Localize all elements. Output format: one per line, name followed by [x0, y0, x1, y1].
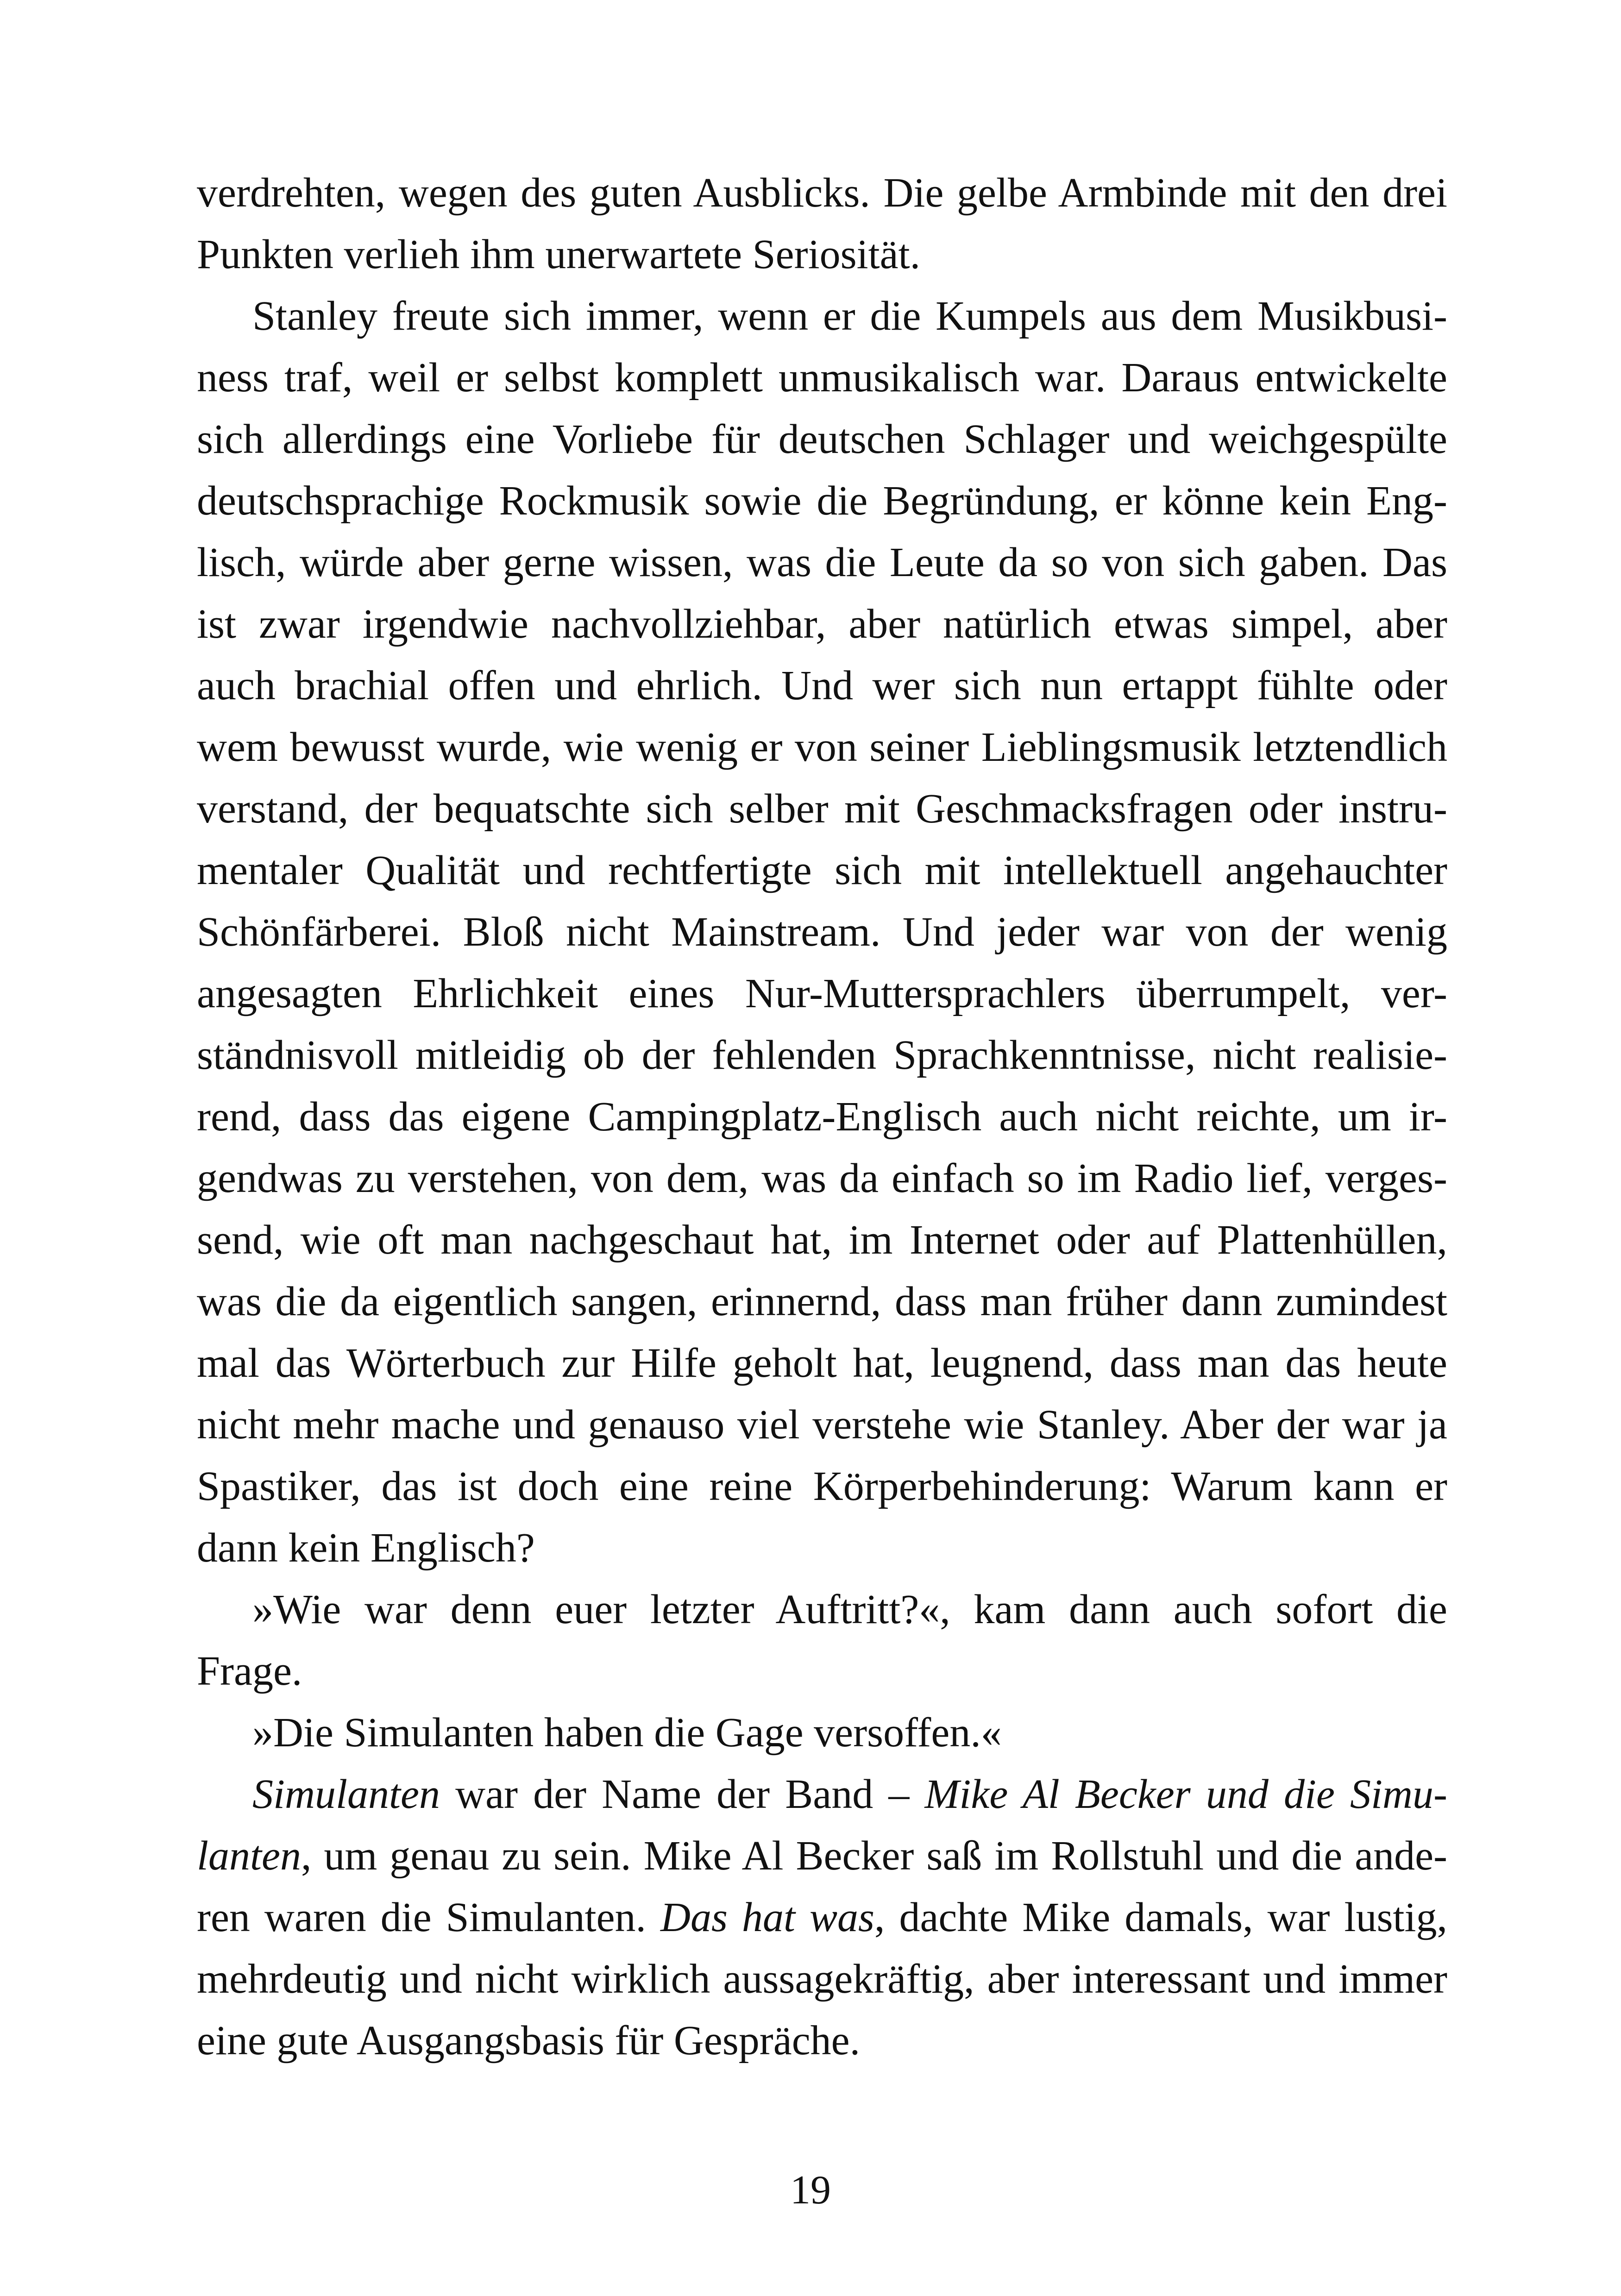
- text-segment: wem bewusst wurde, wie wenig er von seiner Lieblingsmusik letztendlich: [197, 724, 1447, 770]
- text-segment: Frage.: [197, 1648, 302, 1694]
- text-segment: war der Name der Band –: [440, 1771, 925, 1817]
- text-segment: ist zwar irgendwie nachvollziehbar, aber natürlich etwas simpel, aber: [197, 601, 1447, 647]
- text-line: [197, 1579, 1447, 1640]
- text-line: [197, 1394, 1447, 1455]
- text-segment: , um genau zu sein. Mike Al Becker saß im Rollstuhl und die ande-: [301, 1833, 1447, 1879]
- body-text: [197, 162, 1447, 2071]
- text-segment: eine gute Ausgangsbasis für Gespräche.: [197, 2018, 861, 2064]
- text-line: [197, 224, 1447, 285]
- text-segment: Stanley freute sich immer, wenn er die Kumpels aus dem Musikbusi-: [252, 293, 1447, 339]
- text-line: [197, 963, 1447, 1024]
- italic-text: Mike Al Becker und die Simu-: [924, 1771, 1447, 1817]
- text-segment: ren waren die Simulanten.: [197, 1895, 661, 1940]
- text-line: [197, 1148, 1447, 1209]
- text-segment: ständnisvoll mitleidig ob der fehlenden Sprachkenntnisse, nicht realisie-: [197, 1032, 1447, 1078]
- text-line: [197, 655, 1447, 716]
- text-line: [197, 901, 1447, 963]
- text-line: [197, 1455, 1447, 1517]
- text-segment: Punkten verlieh ihm unerwartete Seriosität.: [197, 232, 921, 277]
- text-segment: »Die Simulanten haben die Gage versoffen.«: [252, 1710, 1002, 1756]
- text-line: [197, 532, 1447, 593]
- text-segment: »Wie war denn euer letzter Auftritt?«, kam dann auch sofort die: [252, 1587, 1447, 1632]
- text-segment: sich allerdings eine Vorliebe für deutschen Schlager und weichgespülte: [197, 416, 1447, 462]
- text-line: [197, 1763, 1447, 1825]
- text-segment: nicht mehr mache und genauso viel verstehe wie Stanley. Aber der war ja: [197, 1402, 1447, 1448]
- text-line: [197, 1332, 1447, 1394]
- text-segment: Schönfärberei. Bloß nicht Mainstream. Und jeder war von der wenig: [197, 909, 1447, 955]
- text-segment: mentaler Qualität und rechtfertigte sich mit intellektuell angehauchter: [197, 847, 1447, 893]
- text-segment: mehrdeutig und nicht wirklich aussagekräftig, aber interessant und immer: [197, 1956, 1447, 2002]
- text-line: [197, 1271, 1447, 1332]
- text-line: [197, 1825, 1447, 1887]
- text-segment: gendwas zu verstehen, von dem, was da einfach so im Radio lief, verges-: [197, 1155, 1447, 1201]
- text-segment: was die da eigentlich sangen, erinnernd, dass man früher dann zumindest: [197, 1279, 1447, 1324]
- text-line: [197, 470, 1447, 532]
- text-line: [197, 1948, 1447, 2010]
- text-segment: auch brachial offen und ehrlich. Und wer sich nun ertappt fühlte oder: [197, 663, 1447, 709]
- page-number: 19: [790, 2168, 831, 2213]
- text-line: [197, 1086, 1447, 1148]
- text-line: [197, 2010, 1447, 2071]
- italic-text: lanten: [197, 1833, 301, 1879]
- text-segment: deutschsprachige Rockmusik sowie die Begründung, er könne kein Eng-: [197, 478, 1447, 524]
- text-line: [197, 347, 1447, 408]
- text-segment: lisch, würde aber gerne wissen, was die Leute da so von sich gaben. Das: [197, 539, 1447, 585]
- text-line: [197, 1640, 1447, 1702]
- text-line: [197, 1517, 1447, 1579]
- text-segment: send, wie oft man nachgeschaut hat, im Internet oder auf Plattenhüllen,: [197, 1217, 1447, 1263]
- italic-text: Simulanten: [252, 1771, 440, 1817]
- text-line: [197, 1702, 1447, 1763]
- text-segment: mal das Wörterbuch zur Hilfe geholt hat, leugnend, dass man das heute: [197, 1340, 1447, 1386]
- text-line: [197, 1024, 1447, 1086]
- text-line: [197, 778, 1447, 840]
- text-line: [197, 408, 1447, 470]
- text-line: [197, 1887, 1447, 1948]
- text-segment: Spastiker, das ist doch eine reine Körperbehinderung: Warum kann er: [197, 1463, 1447, 1509]
- text-line: [197, 593, 1447, 655]
- text-line: [197, 162, 1447, 224]
- text-segment: verstand, der bequatschte sich selber mit Geschmacksfragen oder instru-: [197, 786, 1447, 832]
- text-line: [197, 840, 1447, 901]
- text-segment: dann kein Englisch?: [197, 1525, 535, 1571]
- text-line: [197, 1209, 1447, 1271]
- text-segment: angesagten Ehrlichkeit eines Nur-Muttersprachlers überrumpelt, ver-: [197, 971, 1447, 1016]
- text-segment: rend, dass das eigene Campingplatz-Englisch auch nicht reichte, um ir-: [197, 1094, 1447, 1140]
- italic-text: Das hat was: [660, 1895, 875, 1940]
- text-segment: verdrehten, wegen des guten Ausblicks. Die gelbe Armbinde mit den drei: [197, 170, 1447, 216]
- text-line: [197, 716, 1447, 778]
- text-line: [197, 285, 1447, 347]
- text-segment: ness traf, weil er selbst komplett unmusikalisch war. Daraus entwickelte: [197, 355, 1447, 401]
- text-segment: , dachte Mike damals, war lustig,: [874, 1895, 1448, 1940]
